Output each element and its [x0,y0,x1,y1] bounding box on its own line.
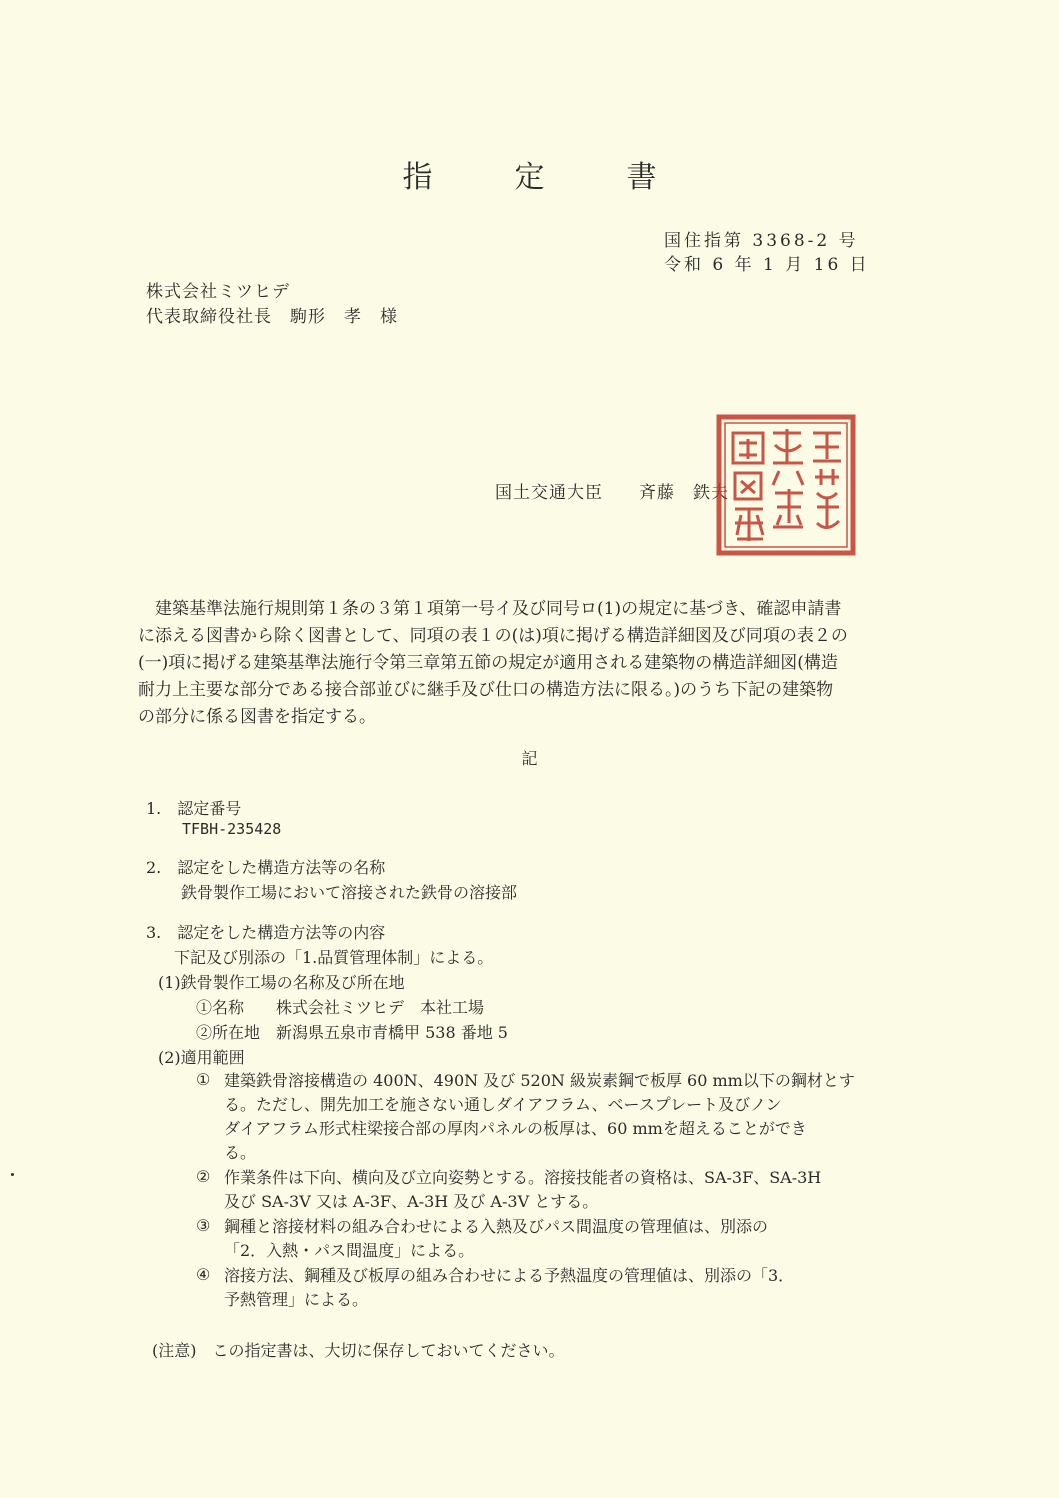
scope-marker: ③ [196,1216,211,1235]
scope-line: 作業条件は下向、横向及び立向姿勢とする。溶接技能者の資格は、SA-3F、SA-3H [224,1168,822,1187]
official-seal [713,411,859,559]
item3-sub1-heading: (1)鉄骨製作工場の名称及び所在地 [158,973,405,992]
scope-marker: ② [196,1167,211,1186]
ki-heading: 記 [521,749,538,768]
scope-line: 建築鉄骨溶接構造の 400N、490N 及び 520N 級炭素鋼で板厚 60 mm以下の鋼材とす [224,1071,855,1090]
scope-marker: ① [196,1070,211,1089]
scope-line: ダイアフラム形式柱梁接合部の厚肉パネルの板厚は、60 mmを超えることができ [224,1119,807,1138]
storage-note: (注意) この指定書は、大切に保存しておいてください。 [152,1341,565,1360]
body-line: に添える図書から除く図書として、同項の表１の(は)項に掲げる構造詳細図及び同項の表２の [138,626,848,646]
body-line: 耐力上主要な部分である接合部並びに継手及び仕口の構造方法に限る。)のうち下記の建築物 [138,680,834,700]
issue-date: 令和 6 年 1 月 16 日 [664,255,870,275]
issuer-name: 国土交通大臣 斉藤 鉄夫 [495,483,729,503]
body-line: (一)項に掲げる建築基準法施行令第三章第五節の規定が適用される建築物の構造詳細図(構造 [138,653,838,673]
item3-intro: 下記及び別添の「1.品質管理体制」による。 [174,948,494,967]
scope-item [224,1069,904,1165]
seal-graphic [713,411,859,559]
scope-line: 「2．入熱・パス間温度」による。 [224,1241,475,1260]
scope-line: る。 [224,1143,257,1162]
scope-line: 鋼種と溶接材料の組み合わせによる入熱及びパス間温度の管理値は、別添の [224,1217,769,1236]
body-line: 建築基準法施行規則第１条の３第１項第一号イ及び同号ロ(1)の規定に基づき、確認申請書 [155,599,842,619]
scope-line: 及び SA-3V 又は A-3F、A-3H 及び A-3V とする。 [224,1192,599,1211]
recipient-name: 代表取締役社長 駒形 孝 様 [146,307,398,327]
item3-heading: 3. 認定をした構造方法等の内容 [146,923,386,942]
item3-factory-address: ②所在地 新潟県五泉市青橋甲 538 番地 5 [196,1023,508,1042]
reference-number: 国住指第 3368-2 号 [664,231,859,251]
scope-line: る。ただし、開先加工を施さない通しダイアフラム、ベースプレート及びノン [224,1095,782,1114]
scope-item [224,1166,904,1214]
body-paragraph [138,596,928,731]
scope-marker: ④ [196,1265,211,1284]
scope-line: 予熱管理」による。 [224,1290,369,1309]
document-title: 指 定 書 [402,160,683,195]
item3-factory-name: ①名称 株式会社ミツヒデ 本社工場 [196,998,485,1017]
item1-heading: 1. 認定番号 [146,799,242,818]
body-line: の部分に係る図書を指定する。 [138,707,376,727]
scope-item [224,1264,904,1312]
item2-heading: 2. 認定をした構造方法等の名称 [146,858,386,877]
scope-item [224,1215,904,1263]
scope-line: 溶接方法、鋼種及び板厚の組み合わせによる予熱温度の管理値は、別添の「3． [224,1266,795,1285]
scan-speck [11,1173,14,1176]
item1-value: TFBH-235428 [182,820,282,838]
recipient-company: 株式会社ミツヒデ [146,282,290,302]
item2-value: 鉄骨製作工場において溶接された鉄骨の溶接部 [181,883,518,902]
item3-sub2-heading: (2)適用範囲 [158,1048,245,1067]
